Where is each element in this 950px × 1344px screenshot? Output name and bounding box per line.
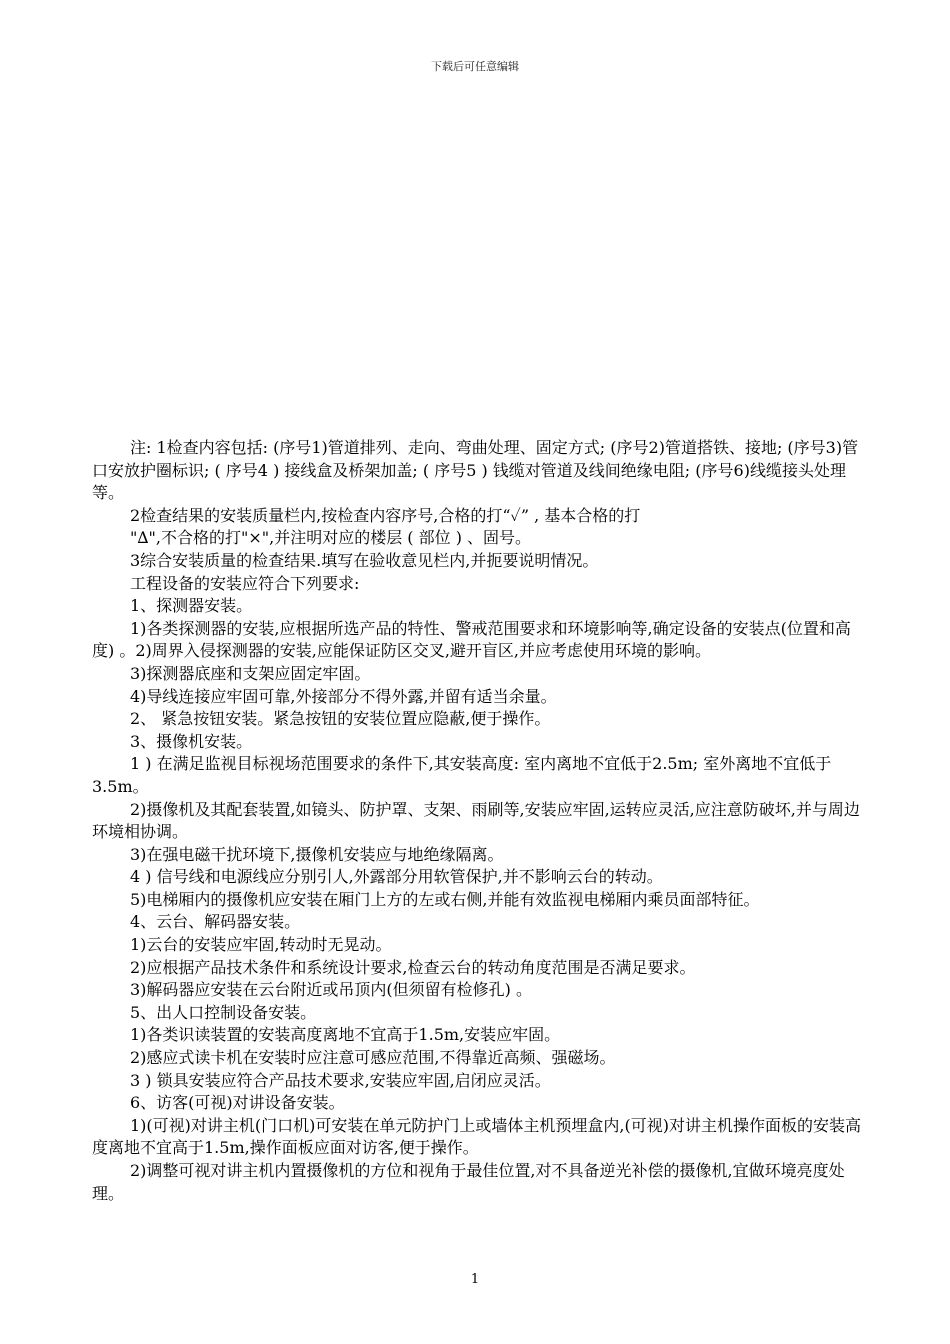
paragraph: 3)在强电磁干扰环境下,摄像机安装应与地绝缘隔离。 <box>130 844 504 864</box>
paragraph: 1)各类识读装置的安装高度离地不宜高于1.5m,安装应牢固。 <box>130 1025 561 1045</box>
paragraph: 3)解码器应安装在云台附近或吊顶内(但须留有检修孔) 。 <box>130 980 532 1000</box>
paragraph: 2)调整可视对讲主机内置摄像机的方位和视角于最佳位置,对不具备逆光补偿的摄像机,宜做环境亮度处理。 <box>92 1161 845 1203</box>
section-heading: 5、出人口控制设备安装。 <box>130 1002 317 1022</box>
paragraph: 2)感应式读卡机在安装时应注意可感应范围,不得靠近高频、强磁场。 <box>130 1048 616 1068</box>
paragraph: 2检查结果的安装质量栏内,按检查内容序号,合格的打“✓” , 基本合格的打 <box>130 505 641 525</box>
paragraph: 1)云台的安装应牢固,转动时无晃动。 <box>130 935 392 955</box>
section-heading: 4、云台、解码器安装。 <box>130 912 301 932</box>
paragraph: 5)电梯厢内的摄像机应安装在厢门上方的左或右侧,并能有效监视电梯厢内乘员面部特征。 <box>130 889 760 909</box>
document-body <box>92 437 862 1205</box>
page-number: 1 <box>470 1272 480 1287</box>
paragraph: 3)探测器底座和支架应固定牢固。 <box>130 663 371 683</box>
paragraph: "∆",不合格的打"×",并注明对应的楼层 ( 部位 ) 、固号。 <box>130 528 532 548</box>
paragraph: 1 ) 在满足监视目标视场范围要求的条件下,其安装高度: 室内离地不宜低于2.5m; 室外离地不宜低于3.5m。 <box>92 754 832 796</box>
section-heading: 6、访客(可视)对讲设备安装。 <box>130 1093 345 1113</box>
paragraph: 1)(可视)对讲主机(门口机)可安装在单元防护门上或墙体主机预埋盒内,(可视)对讲主机操作面板的安装高度离地不宜高于1.5m,操作面板应面对访客,便于操作。 <box>92 1115 861 1158</box>
paragraph: 注: 1检查内容包括: (序号1)管道排列、走向、弯曲处理、固定方式; (序号2)管道搭铁、接地; (序号3)管口安放护圈标识; ( 序号4 ) 接线盒及桥架加盖; ( 序号5 ) 钱缆对管道及线间绝缘电阻; (序号6)线缆接头处理等。 <box>92 438 859 503</box>
paragraph: 2)应根据产品技术条件和系统设计要求,检查云台的转动角度范围是否满足要求。 <box>130 957 696 977</box>
section-heading: 2、 紧急按钮安装。紧急按钮的安装位置应隐蔽,便于操作。 <box>130 709 551 729</box>
section-heading: 3、摄像机安装。 <box>130 731 253 751</box>
paragraph: 2)摄像机及其配套装置,如镜头、防护罩、支架、雨刷等,安装应牢固,运转应灵活,应注意防破坏,并与周边环境相协调。 <box>92 799 860 842</box>
paragraph: 工程设备的安装应符合下列要求: <box>130 573 360 593</box>
paragraph: 4)导线连接应牢固可靠,外接部分不得外露,并留有适当余量。 <box>130 686 557 706</box>
page-header: 下载后可任意编辑 <box>431 60 519 73</box>
paragraph: 3 ) 锁具安装应符合产品技术要求,安装应牢固,启闭应灵活。 <box>130 1070 551 1090</box>
paragraph: 3综合安装质量的检查结果.填写在验收意见栏内,并扼要说明情况。 <box>130 550 599 570</box>
paragraph: 1)各类探测器的安装,应根据所选产品的特性、警戒范围要求和环境影响等,确定设备的安装点(位置和高度) 。2)周界入侵探测器的安装,应能保证防区交叉,避开盲区,并应考虑使用环境的影响。 <box>92 618 851 661</box>
section-heading: 1、探测器安装。 <box>130 596 253 616</box>
paragraph: 4 ) 信号线和电源线应分别引人,外露部分用软管保护,并不影响云台的转动。 <box>130 867 663 887</box>
